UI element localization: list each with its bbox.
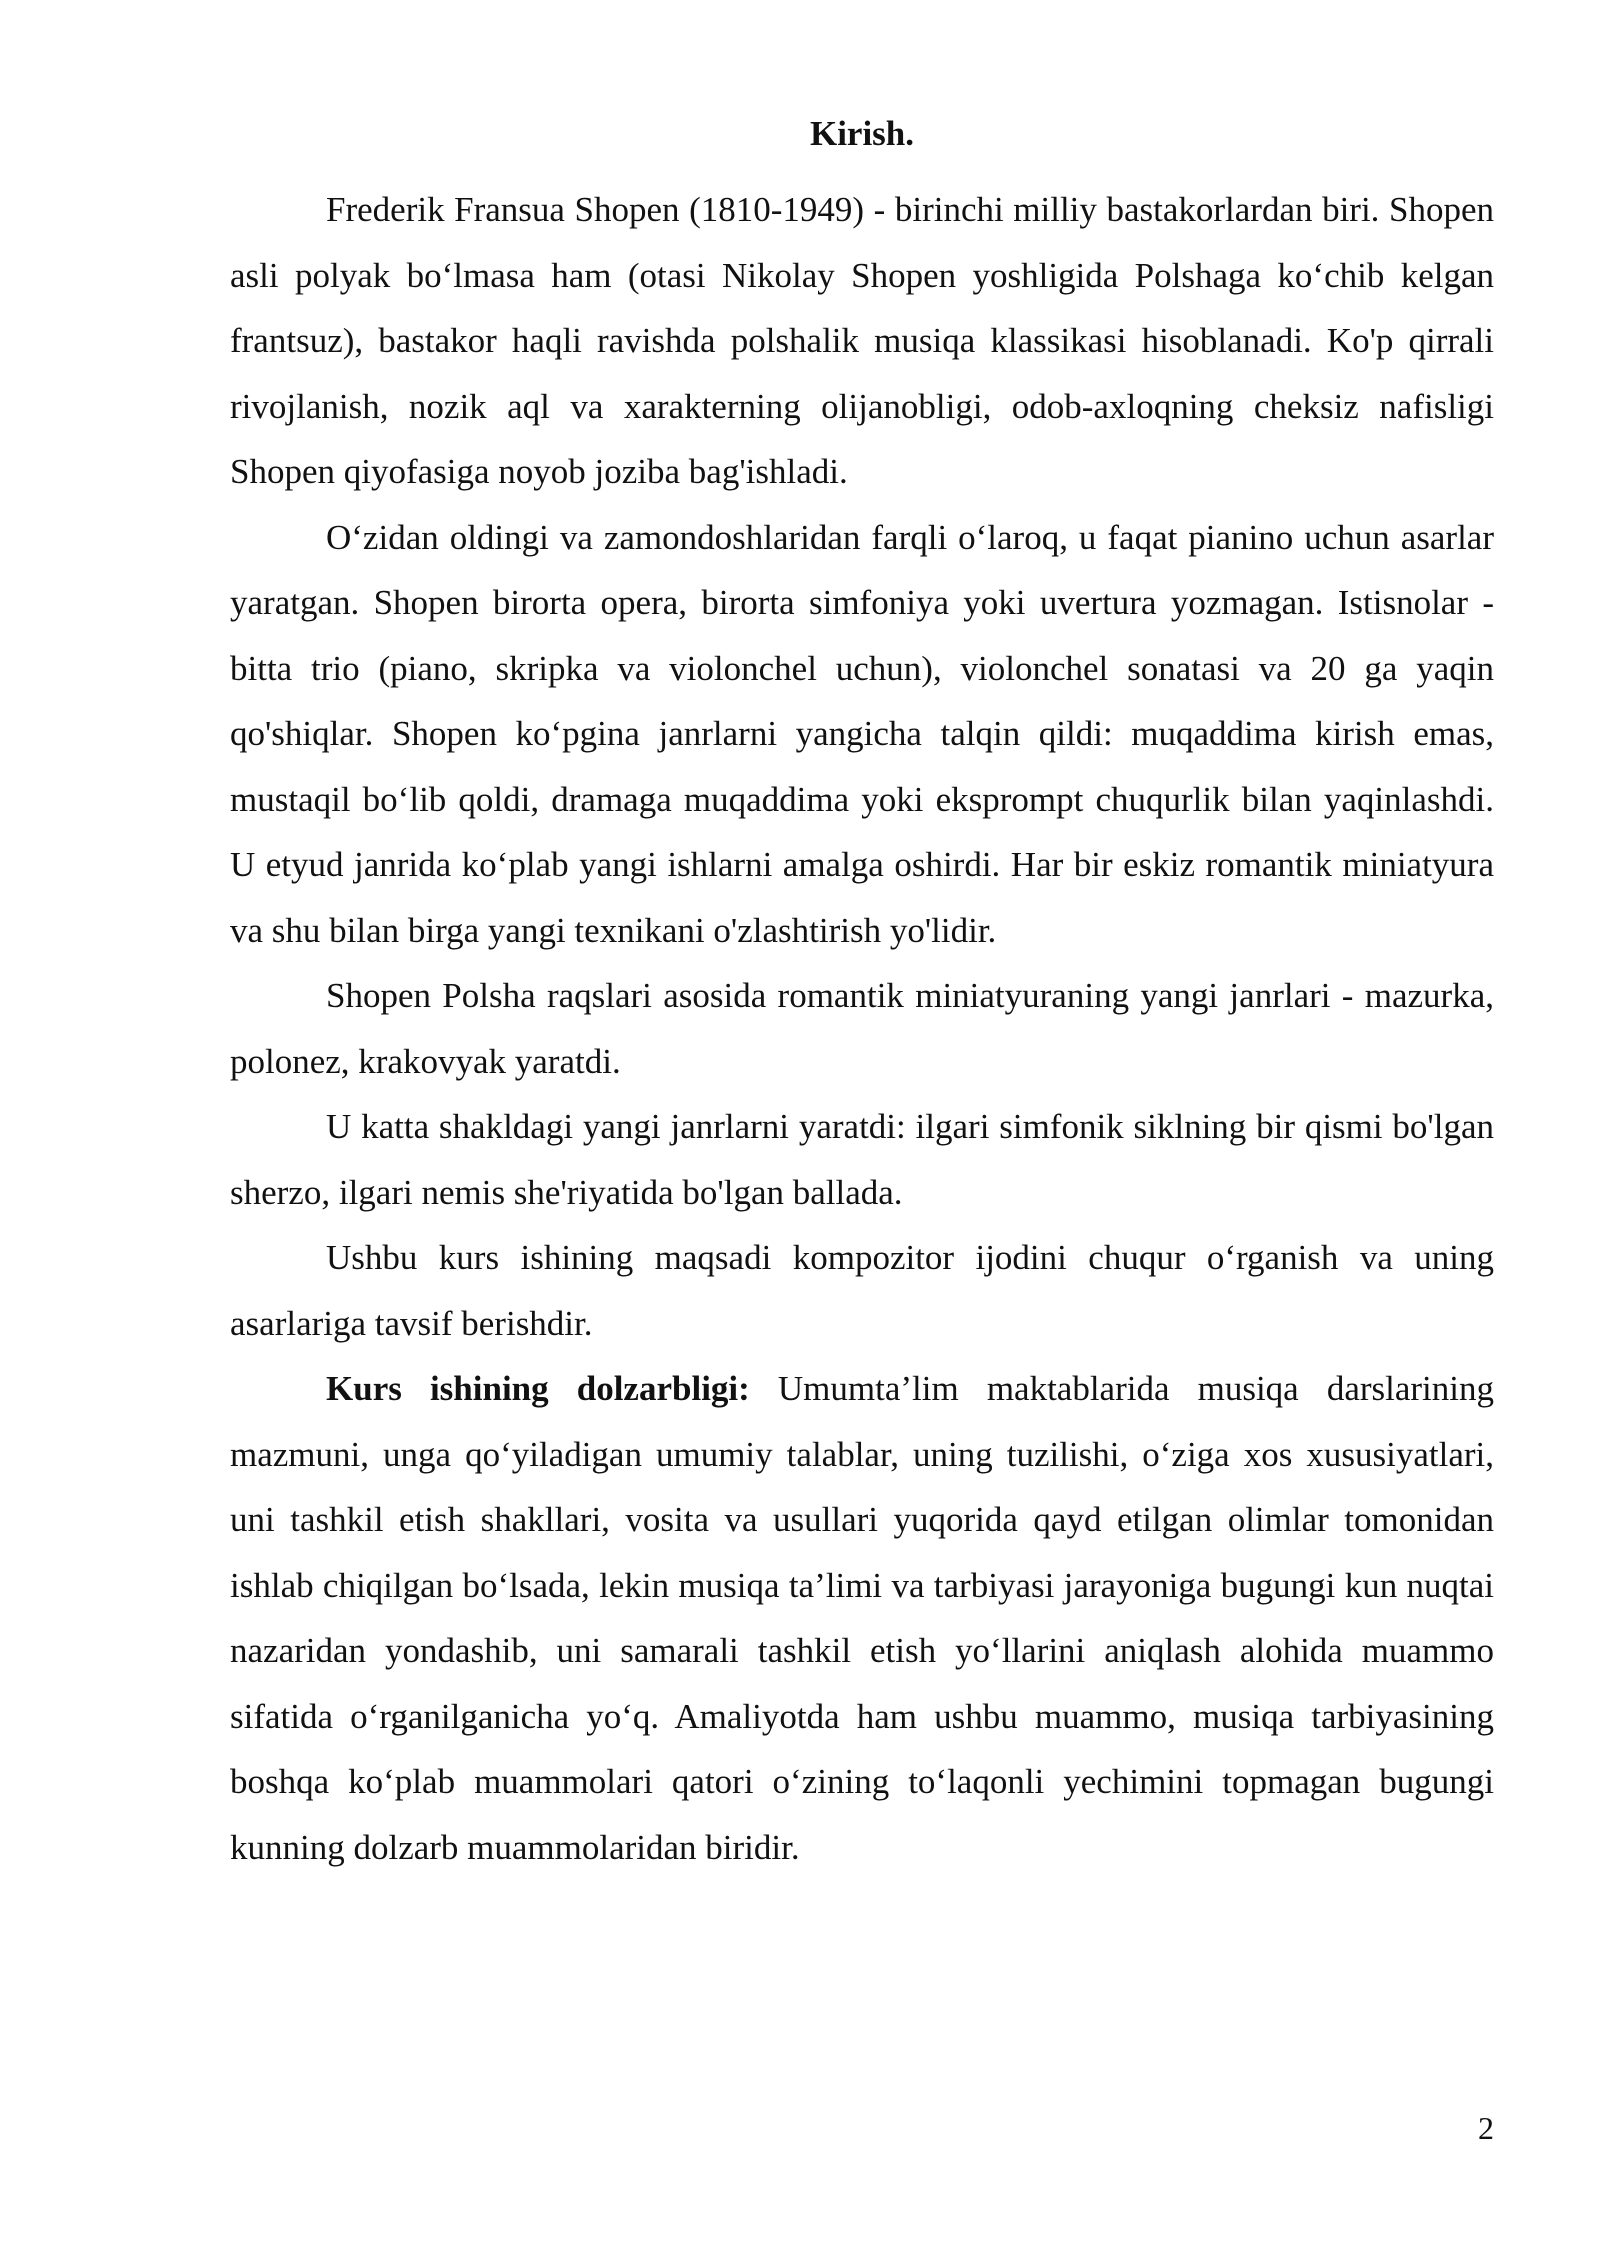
paragraph-large-forms: U katta shakldagi yangi janrlarni yaratdi: ilgari simfonik siklning bir qismi bo'lgan sherzo, ilgari nemis she'riyatida bo'lgan ballada. [230,1107,1494,1212]
page-content [230,113,1494,1880]
page-number: 2 [1478,2110,1494,2146]
paragraph-dances: Shopen Polsha raqslari asosida romantik miniatyuraning yangi janrlari - mazurka, polonez, krakovyak yaratdi. [230,976,1494,1081]
relevance-text: Umumta’lim maktablarida musiqa darslarining mazmuni, unga qo‘yiladigan umumiy talablar, uning tuzilishi, o‘ziga xos xususiyatlari, uni tashkil etish shakllari, vosita va usullari yuqorida qayd etilgan olimlar tomonidan ishlab chiqilgan bo‘lsada, lekin musiqa ta’limi va tarbiyasi jarayoniga bugungi kun nuqtai nazaridan yondashib, uni samarali tashkil etish yo‘llarini aniqlash alohida muammo sifatida o‘rganilganicha yo‘q. Amaliyotda ham ushbu muammo, musiqa tarbiyasining boshqa ko‘plab muammolari qatori o‘zining to‘laqonli yechimini topmagan bugungi kunning dolzarb muammolaridan biridir. [230,1369,1494,1867]
paragraph-goal: Ushbu kurs ishining maqsadi kompozitor ijodini chuqur o‘rganish va uning asarlariga tavsif berishdir. [230,1238,1494,1343]
relevance-heading: Kurs ishining dolzarbligi: [326,1369,750,1408]
paragraph-works: O‘zidan oldingi va zamondoshlaridan farqli o‘laroq, u faqat pianino uchun asarlar yaratgan. Shopen birorta opera, birorta simfoniya yoki uvertura yozmagan. Istisnolar - bitta trio (piano, skripka va violonchel uchun), violonchel sonatasi va 20 ga yaqin qo'shiqlar. Shopen ko‘pgina janrlarni yangicha talqin qildi: muqaddima kirish emas, mustaqil bo‘lib qoldi, dramaga muqaddima yoki eksprompt chuqurlik bilan yaqinlashdi. U etyud janrida ko‘plab yangi ishlarni amalga oshirdi. Har bir eskiz romantik miniatyura va shu bilan birga yangi texnikani o'zlashtirish yo'lidir. [230,517,1494,950]
paragraph-biography: Frederik Fransua Shopen (1810-1949) - birinchi milliy bastakorlardan biri. Shopen asli polyak bo‘lmasa ham (otasi Nikolay Shopen yoshligida Polshaga ko‘chib kelgan frantsuz), bastakor haqli ravishda polshalik musiqa klassikasi hisoblanadi. Ko'p qirrali rivojlanish, nozik aql va xarakterning olijanobligi, odob-axloqning cheksiz nafisligi Shopen qiyofasiga noyob joziba bag'ishladi. [230,190,1494,491]
paragraph-relevance [230,1356,1494,1880]
section-title: Kirish. [809,114,915,153]
